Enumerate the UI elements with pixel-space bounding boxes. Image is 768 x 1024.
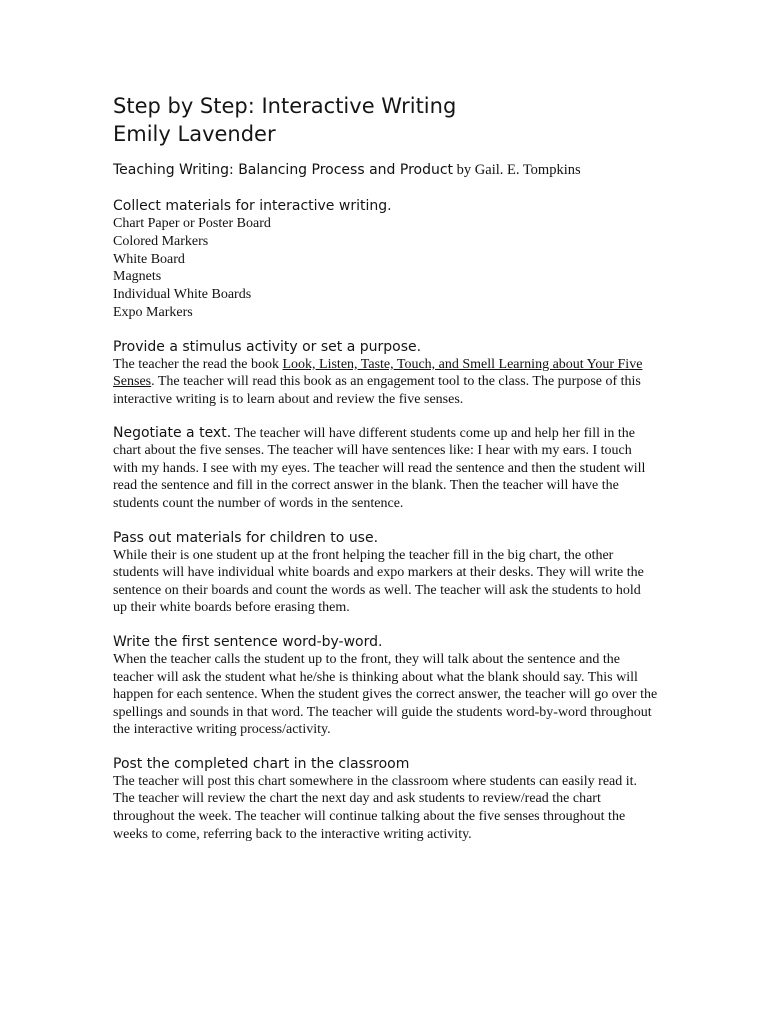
list-item: Magnets <box>113 269 162 285</box>
negotiate-heading: Negotiate a text. <box>113 424 232 441</box>
materials-heading: Collect materials for interactive writing. <box>113 198 392 214</box>
title-line-1: Step by Step: Interactive Writing <box>113 94 457 118</box>
section-post-chart <box>113 755 658 843</box>
stimulus-text-before: The teacher the read the book <box>113 356 283 372</box>
negotiate-paragraph <box>113 425 658 513</box>
post-chart-paragraph: The teacher will post this chart somewhere in the classroom where students can easily read it. The teacher will review the chart the next day and ask students to review/read the chart throughout the week. The teacher will continue talking about the five senses throughout the weeks to come, referring back to the interactive writing activity. <box>113 773 638 842</box>
author-name: Emily Lavender <box>113 122 276 146</box>
section-pass-out <box>113 529 658 617</box>
first-sentence-paragraph: When the teacher calls the student up to the front, they will talk about the sentence and the teacher will ask the student what he/she is thinking about what the blank should say. This will happen for each sentence. When the student gives the correct answer, the teacher will go over the spellings and sounds in that word. The teacher will guide the students word-by-word throughout the interactive writing process/activity. <box>113 651 658 738</box>
source-citation <box>113 160 658 181</box>
list-item: Individual White Boards <box>113 287 252 303</box>
list-item: Expo Markers <box>113 304 193 320</box>
negotiate-text: The teacher will have different students come up and help her fill in the chart about the five senses. The teacher will have sentences like: I hear with my ears. I touch with my hands. I see with my eyes. The teacher will read the sentence and then the student will read the sentence and fill in the correct answer in the blank. Then the teacher will have the students count the number of words in the sentence. <box>113 425 646 511</box>
stimulus-text-after: . The teacher will read this book as an engagement tool to the class. The purpose of this interactive writing is to learn about and review the five senses. <box>113 374 641 407</box>
list-item: Colored Markers <box>113 233 209 249</box>
stimulus-heading: Provide a stimulus activity or set a purpose. <box>113 338 422 355</box>
source-author: by Gail. E. Tompkins <box>453 162 581 178</box>
section-materials <box>113 197 658 322</box>
materials-list <box>113 215 658 322</box>
section-stimulus <box>113 338 658 409</box>
pass-out-heading: Pass out materials for children to use. <box>113 529 379 546</box>
document-page <box>113 92 658 843</box>
pass-out-paragraph: While their is one student up at the front helping the teacher fill in the big chart, the other students will have individual white boards and expo markers at their desks. They will write the sentence on their boards and count the words as well. The teacher will ask the students to hold up their white boards before erasing them. <box>113 547 644 616</box>
stimulus-book-title: Look, Listen, Taste, Touch, and Smell Learning about Your Five Senses <box>113 356 643 390</box>
post-chart-heading: Post the completed chart in the classroom <box>113 755 410 772</box>
first-sentence-heading: Write the first sentence word-by-word. <box>113 633 383 650</box>
source-book-title: Teaching Writing: Balancing Process and Product <box>113 162 454 178</box>
stimulus-paragraph <box>113 356 658 409</box>
list-item: Chart Paper or Poster Board <box>113 216 271 231</box>
section-first-sentence <box>113 633 658 739</box>
section-negotiate <box>113 425 658 513</box>
document-title <box>113 92 658 148</box>
list-item: White Board <box>113 251 185 267</box>
